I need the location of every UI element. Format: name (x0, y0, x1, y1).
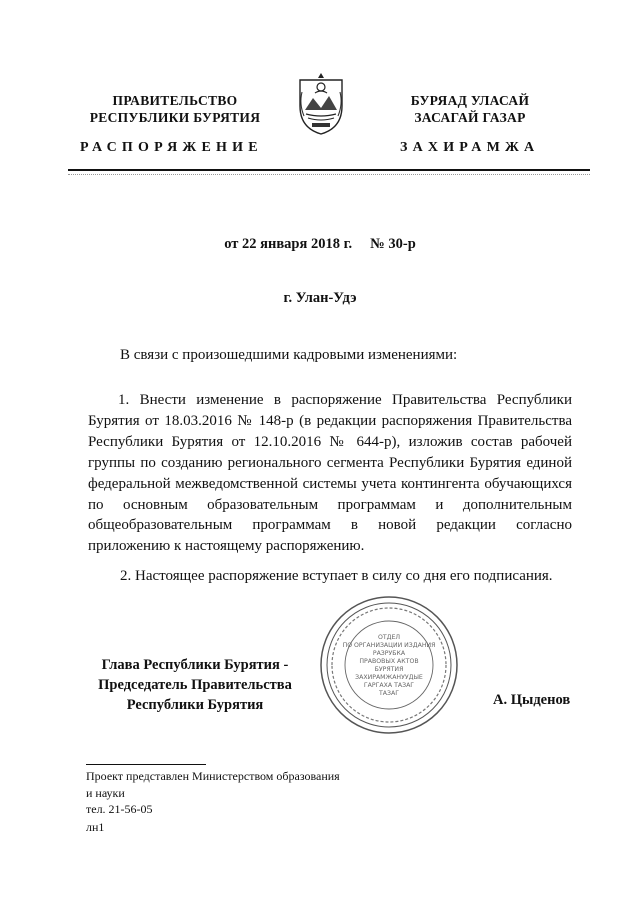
svg-text:ПО ОРГАНИЗАЦИИ ИЗДАНИЯ: ПО ОРГАНИЗАЦИИ ИЗДАНИЯ (342, 642, 436, 649)
signatory-title-line1: Глава Республики Бурятия - (101, 657, 289, 673)
header-left-line2: РЕСПУБЛИКИ БУРЯТИЯ (89, 110, 261, 125)
signatory-name: А. Цыденов (493, 692, 571, 708)
signatory-title (70, 655, 320, 715)
svg-text:ПРАВОВЫХ АКТОВ: ПРАВОВЫХ АКТОВ (359, 658, 419, 665)
svg-text:ЗАХИРАМЖАНУУДЫЕ: ЗАХИРАМЖАНУУДЫЕ (355, 674, 423, 681)
coat-of-arms-icon (296, 72, 346, 136)
svg-text:ОТДЕЛ: ОТДЕЛ (377, 634, 401, 641)
paragraph-1: 1. Внести изменение в распоряжение Правительства Республики Бурятия от 18.03.2016 № 148-р (в редакции распоряжения Правительства Республики Бурятия от 12.10.2016 № 644-р), изложив состав рабочей группы по созданию регионального сегмента Республики Бурятия единой федеральной межведомственной системы учета контингента обучающихся по основным образовательным программам и дополнительным общеобразовательным программам в новой редакции согласно приложению к настоящему распоряжению. (88, 392, 572, 555)
header-right-block (350, 92, 590, 126)
header-left-line1: ПРАВИТЕЛЬСТВО (112, 93, 238, 108)
header-right-line1: БУРЯАД УЛАСАЙ (410, 93, 530, 108)
footnote (86, 768, 340, 818)
document-number: № 30-р (370, 236, 416, 252)
paragraph-2: 2. Настоящее распоряжение вступает в силу со дня его подписания. (120, 568, 553, 584)
date-number-line (0, 236, 640, 253)
footnote-line2: и науки (86, 785, 125, 800)
document-kind-left: РАСПОРЯЖЕНИЕ (80, 140, 263, 155)
header-left-block (60, 92, 290, 126)
intro-paragraph: В связи с произошедшими кадровыми изменениями: (120, 347, 458, 363)
signatory-title-line2: Председатель Правительства (98, 677, 292, 693)
header-rule (68, 169, 590, 171)
document-city: г. Улан-Удэ (283, 290, 357, 306)
document-date: от 22 января 2018 г. (224, 236, 353, 252)
svg-text:РАЗРУБКА: РАЗРУБКА (372, 650, 406, 657)
svg-text:ГАРГАХА ТАЗАГ: ГАРГАХА ТАЗАГ (363, 682, 415, 689)
document-kind-right: ЗАХИРАМЖА (400, 140, 540, 155)
footnote-line1: Проект представлен Министерством образования (86, 769, 340, 783)
svg-text:БУРЯТИЯ: БУРЯТИЯ (374, 666, 404, 673)
official-stamp (318, 594, 460, 736)
document-code: лн1 (86, 820, 105, 834)
footnote-rule (86, 764, 206, 765)
header-right-line2: ЗАСАГАЙ ГАЗАР (414, 110, 526, 125)
svg-text:ТАЗАГ: ТАЗАГ (379, 690, 399, 697)
footnote-phone: тел. 21-56-05 (86, 802, 153, 816)
signatory-title-line3: Республики Бурятия (126, 697, 264, 713)
header-dotted-rule (68, 174, 590, 175)
